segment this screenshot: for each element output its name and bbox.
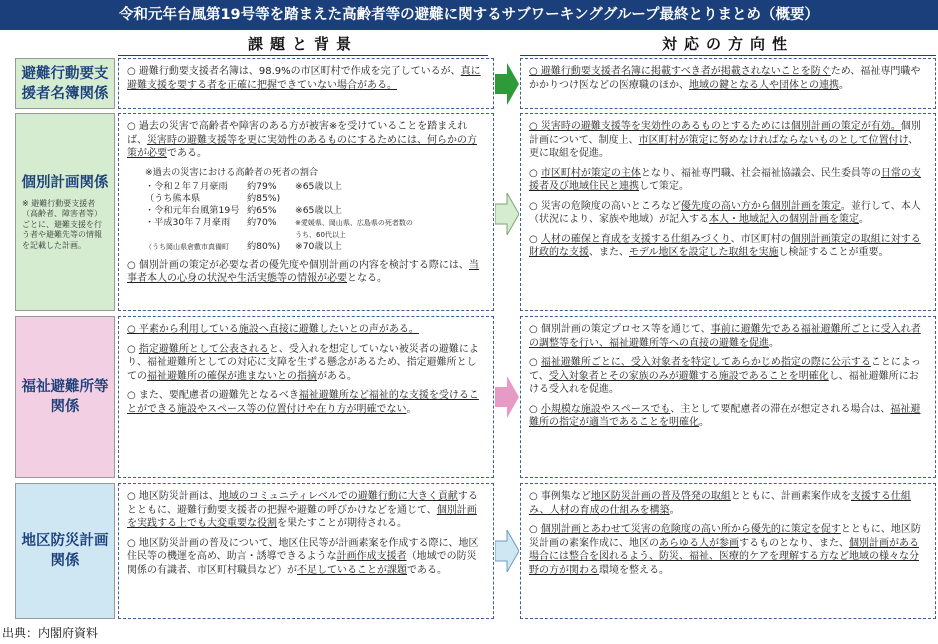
source-note: 出典：内閣府資料	[2, 626, 99, 640]
list-item: ・令和２年７月豪雨 約79% ※65歳以上	[145, 180, 342, 192]
issue-item: ○ また、要配慮者の避難先となるべき福祉避難所など福祉的な支援を受けることができる施設やスペース等の位置付けや在り方が明確でない。	[127, 390, 479, 415]
row-label-district-plan	[15, 483, 115, 619]
list-item: ・令和元年台風第19号 約65% ※65歳以上	[145, 204, 342, 216]
row-label-evacuation-list	[15, 58, 115, 109]
issues-box-evacuation-list	[118, 58, 494, 109]
arrow-right-icon	[495, 530, 519, 572]
row-label-text: 援者名簿関係	[21, 85, 109, 102]
row-label-text: 関係	[50, 553, 80, 569]
column-header-issues: 課題と背景	[118, 33, 488, 56]
row-label-text: 地区防災計画	[21, 533, 109, 549]
arrow-right-icon	[495, 376, 519, 418]
issue-item: ○ 個別計画の策定が必要な者の優先度や個別計画の内容を検討する際には、当事者本人の心身の状況や生活実態等の情報が必要となる。	[127, 259, 479, 284]
direction-item: ○ 事例集など地区防災計画の普及啓発の取組とともに、計画素案作成を支援する仕組み、人材の育成の仕組みを構築。	[529, 491, 911, 516]
page-title: 令和元年台風第19号等を踏まえた高齢者等の避難に関するサブワーキンググループ最終とりまとめ（概要）	[0, 0, 938, 30]
elderly-death-ratio-header: ※過去の災害における高齢者の死者の割合	[145, 166, 319, 178]
row-label-text: 避難行動要支	[21, 65, 109, 82]
direction-item: ○ 個別計画の策定プロセス等を通じて、事前に避難先である福祉避難所ごとに受入れ者の調整等を行い、福祉避難所等への直接の避難を促進。	[529, 324, 921, 349]
arrow-right-icon	[495, 193, 519, 235]
row-label-note: ※ 避難行動要支援者（高齢者、障害者等）ごとに、避難支援を行う者や避難先等の情報を記載した計画。	[22, 198, 102, 250]
row-label-text: 福祉避難所等	[21, 379, 109, 395]
direction-item: ○ 人材の確保と育成を支援する仕組みづくり、市区町村の個別計画策定の取組に対する財政的な支援、また、モデル地区を設定した取組を実施し検証することが重要。	[529, 233, 921, 258]
direction-item: ○ 避難行動要支援者名簿に掲載すべき者が掲載されないことを防ぐため、福祉専門職やかかりつけ医などの医療職のほか、地域の鍵となる人や団体との連携。	[529, 66, 921, 91]
directions-box-evacuation-list	[520, 58, 936, 109]
column-header-directions: 対応の方向性	[520, 33, 936, 56]
row-label-individual-plan	[15, 113, 115, 311]
direction-item: ○ 災害の危険度の高いところなど優先度の高い方から個別計画を策定。並行して、本人（状況により、家族や地域）が記入する本人・地域記入の個別計画を策定。	[529, 200, 921, 225]
directions-box-district-plan	[520, 483, 936, 619]
arrow-right-icon	[495, 63, 519, 105]
direction-item: ○ 福祉避難所ごとに、受入対象者を特定してあらかじめ指定の際に公示することによって、受入対象者とその家族のみが避難する施設であることを明確化し、福祉避難所における受入れを促進。	[529, 357, 921, 395]
issue-item: ○ 地区防災計画は、地域のコミュニティレベルでの避難行動に大きく貢献するとともに、避難行動要支援者の把握や避難の呼びかけなどを通じて、個別計画を実践する上でも大変重要な役割を果たすことが期待される。	[127, 491, 478, 529]
issues-box-welfare-shelter	[118, 316, 494, 478]
row-label-text: 個別計画関係	[21, 174, 109, 191]
direction-item: ○ 個別計画とあわせて災害の危険度の高い所から優先的に策定を促すとともに、地区防災計画の素案作成に、地区のあらゆる人が参画するものとなり、また、個別計画がある場合には整合を図れるよう、防災、福祉、医療的ケアを理解する方など地域の様々な分野の方が関わる環境を整える。	[529, 524, 921, 576]
direction-item: ○ 災害時の避難支援等を実効性のあるものとするためには個別計画の策定が有効。個別計画について、制度上、市区町村が策定に努めなければならないものとして位置付け、更に取組を促進。	[529, 121, 921, 159]
directions-box-individual-plan	[520, 113, 936, 311]
list-item: （うち岡山県倉敷市真備町 約80%) ※70歳以上	[145, 240, 342, 252]
row-label-welfare-shelter	[15, 316, 115, 478]
issue-item: ○ 地区防災計画の普及について、地区住民等が計画素案を作成する際に、地区住民等の機運を高め、助言・誘導できるような計画作成支援者（地域での防災関係の有識者、市区町村職員など）が不足していることが課題である。	[127, 537, 479, 576]
elderly-death-ratio-list	[145, 167, 485, 253]
direction-item: ○ 小規模な施設やスペースでも、主として要配慮者の滞在が想定される場合は、福祉避難所の指定が適当であることを明確化。	[529, 403, 921, 428]
issues-box-district-plan	[118, 483, 494, 619]
issue-item: ○ 平素から利用している施設へ直接に避難したいとの声がある。	[127, 324, 419, 335]
issue-item: ○ 指定避難所として公表されると、受入れを想定していない被災者の避難により、福祉避難所としての対応に支障を生ずる懸念があるため、指定避難所としての福祉避難所の確保が進まないとの指摘がある。	[127, 343, 479, 382]
list-item: ・平成30年７月豪雨 約70% ※愛媛県、岡山県、広島県の死者数のうち、60代以上	[145, 216, 413, 239]
list-item: （うち熊本県 約85%)	[145, 192, 281, 204]
issues-box-individual-plan	[118, 113, 494, 311]
direction-item: ○ 市区町村が策定の主体となり、福祉専門職、社会福祉協議会、民生委員等の日常の支援者及び地域住民と連携して策定。	[529, 167, 921, 192]
issue-item: ○ 避難行動要支援者名簿は、98.9%の市区町村で作成を完了しているが、真に避難支援を要する者を正確に把握できていない場合がある。	[127, 66, 481, 91]
directions-box-welfare-shelter	[520, 316, 936, 478]
issue-item: ○ 過去の災害で高齢者や障害のある方が被害※を受けていることを踏まえれば、災害時の避難支援等を更に実効性のあるものにするためには、何らかの方策が必要である。	[127, 121, 477, 159]
row-label-text: 関係	[50, 399, 80, 415]
